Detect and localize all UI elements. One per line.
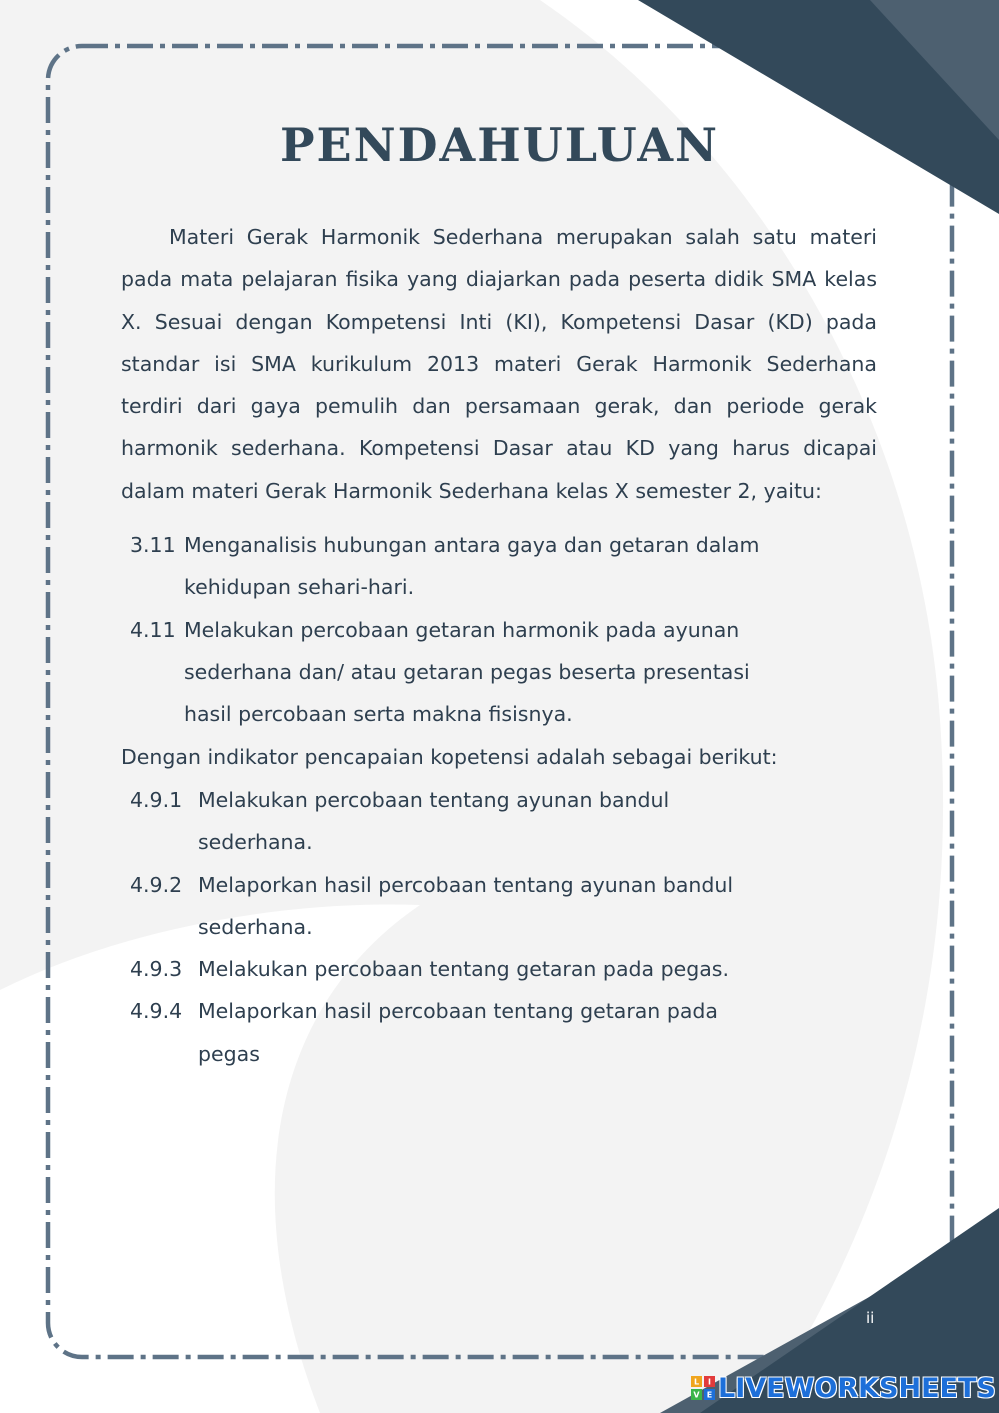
indicator-intro: Dengan indikator pencapaian kopetensi adalah sebagai berikut: [121, 745, 778, 769]
svg-text:E: E [706, 1390, 713, 1400]
liveworksheets-watermark[interactable] [691, 1371, 996, 1405]
liveworksheets-logo-icon [691, 1376, 715, 1400]
indicator-item [130, 779, 830, 864]
indicator-text: Melakukan percobaan tentang ayunan bandul sederhana. [198, 788, 670, 855]
indicator-text: Melaporkan hasil percobaan tentang ayunan bandul sederhana. [198, 872, 734, 939]
svg-text:L: L [693, 1377, 700, 1387]
indicator-item [130, 864, 830, 949]
kd-item [130, 524, 830, 609]
watermark-text: LIVEWORKSHEETS [718, 1372, 996, 1404]
svg-text:I: I [708, 1377, 711, 1387]
kd-number: 3.11 [130, 533, 176, 557]
intro-paragraph: Materi Gerak Harmonik Sederhana merupakan salah satu materi pada mata pelajaran fisika yang diajarkan pada peserta didik SMA kelas X. Sesuai dengan Kompetensi Inti (KI), Kompetensi Dasar (KD) pada standar isi SMA kurikulum 2013 materi Gerak Harmonik Sederhana terdiri dari gaya pemulih dan persamaan gerak, dan periode gerak harmonik sederhana. Kompetensi Dasar atau KD yang harus dicapai dalam materi Gerak Harmonik Sederhana kelas X semester 2, yaitu: [121, 225, 877, 503]
kd-number: 4.11 [130, 617, 176, 642]
indicator-number: 4.9.3 [130, 957, 183, 982]
kd-list [130, 524, 830, 735]
indicator-number: 4.9.2 [130, 872, 183, 897]
kd-text: Melakukan percobaan getaran harmonik pada ayunan sederhana dan/ atau getaran pegas beserta presentasi hasil percobaan serta makna fisisnya. [184, 617, 750, 727]
indicator-text: Melaporkan hasil percobaan tentang getaran pada pegas [198, 999, 718, 1066]
indicator-item [130, 990, 830, 1075]
svg-text:V: V [693, 1390, 700, 1400]
indicator-text: Melakukan percobaan tentang getaran pada pegas. [198, 957, 729, 982]
kd-text: Menganalisis hubungan antara gaya dan getaran dalam kehidupan sehari-hari. [184, 533, 760, 600]
page-number: ii [866, 1309, 875, 1327]
kd-item [130, 609, 830, 736]
indicator-number: 4.9.4 [130, 999, 183, 1024]
page-title: PENDAHULUAN [279, 118, 720, 172]
indicator-item [130, 948, 830, 990]
indicator-number: 4.9.1 [130, 788, 183, 812]
indicator-list [130, 779, 830, 1075]
